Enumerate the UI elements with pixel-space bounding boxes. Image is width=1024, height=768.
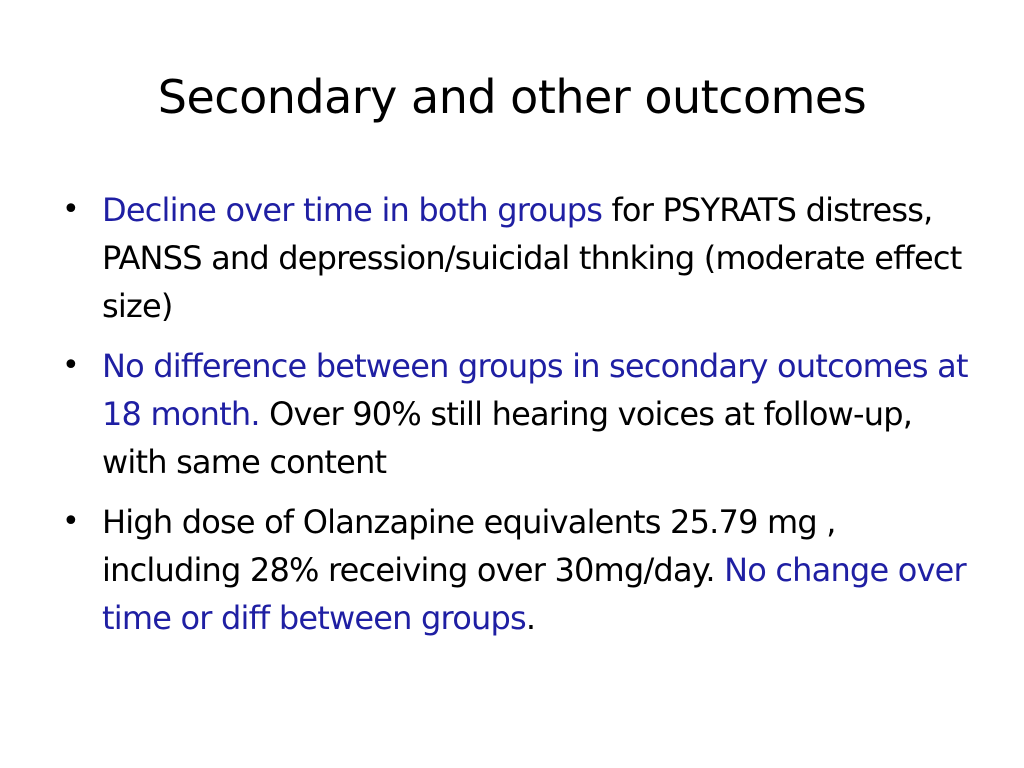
bullet-1-text: for PSYRATS distress, PANSS and depression/suicidal thnking (moderate effect size)	[102, 191, 962, 325]
bullet-dot-icon: •	[62, 504, 79, 539]
bullet-2-highlight: No difference between groups in secondary outcomes at 18 month.	[102, 347, 968, 433]
bullet-2-text: Over 90% still hearing voices at follow-up, with same content	[102, 395, 913, 481]
bullet-3-highlight: No change over time or diff between groups	[102, 551, 966, 637]
bullet-item-3	[60, 498, 970, 642]
bullet-1-highlight: Decline over time in both groups	[102, 191, 603, 229]
bullet-dot-icon: •	[62, 348, 79, 383]
bullet-dot-icon: •	[62, 192, 79, 227]
bullet-item-2	[60, 342, 970, 486]
bullet-item-1	[60, 186, 970, 330]
bullet-3-text: High dose of Olanzapine equivalents 25.79 mg , including 28% receiving over 30mg/day.	[102, 503, 836, 589]
bullet-3-period: .	[525, 599, 536, 637]
bullet-list	[60, 186, 970, 654]
slide-title: Secondary and other outcomes	[157, 70, 867, 124]
